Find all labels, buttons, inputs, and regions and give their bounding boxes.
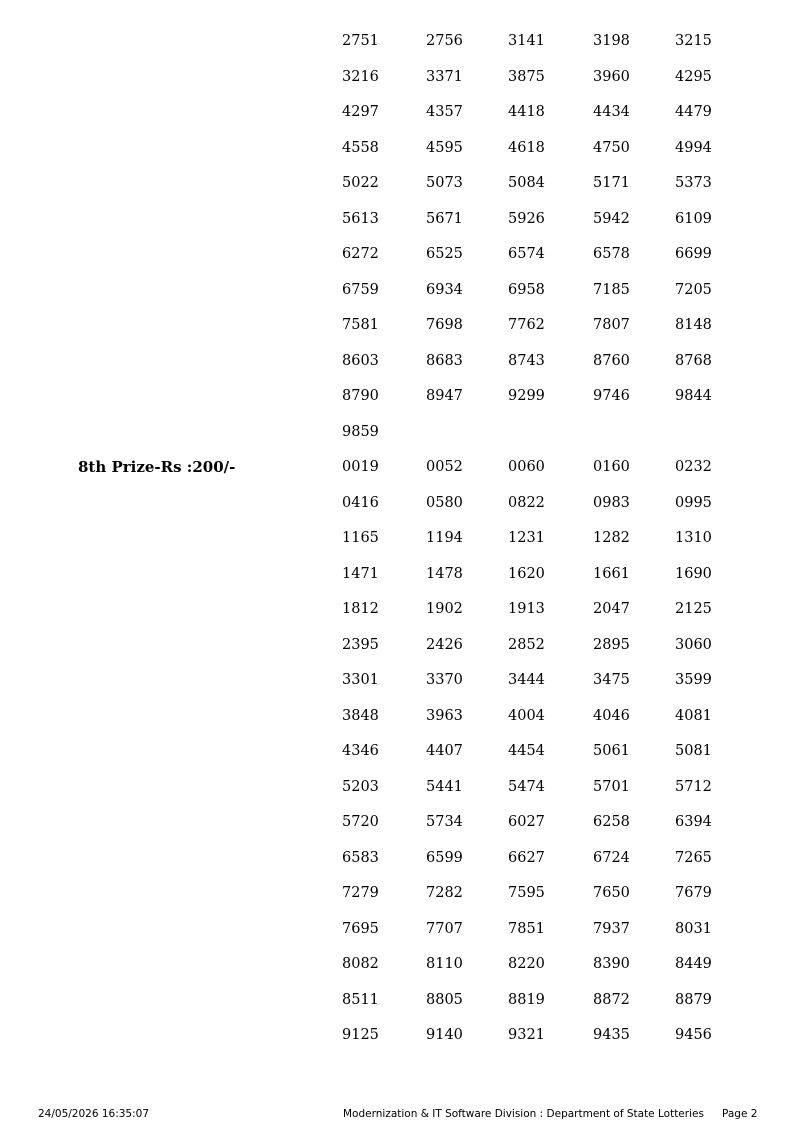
winning-number: 1471 [342, 565, 379, 582]
winning-number: 3370 [426, 672, 463, 688]
winning-number: 8449 [675, 956, 712, 972]
number-row [342, 599, 762, 635]
winning-number: 3475 [593, 672, 630, 688]
winning-number: 3599 [675, 672, 712, 688]
winning-number: 8603 [342, 352, 379, 369]
winning-number: 8390 [593, 956, 630, 972]
winning-number: 3875 [508, 68, 545, 85]
winning-number: 4994 [675, 139, 712, 156]
winning-number: 0416 [342, 494, 379, 511]
winning-number: 1165 [342, 530, 379, 546]
number-row [342, 528, 762, 564]
number-row [342, 954, 762, 990]
winning-number: 3060 [675, 636, 712, 653]
winning-number: 8819 [508, 991, 545, 1008]
winning-number: 4297 [342, 104, 379, 120]
winning-number: 9299 [508, 388, 545, 404]
winning-number: 7185 [593, 281, 630, 298]
winning-number: 8947 [426, 388, 463, 404]
number-row [342, 1025, 762, 1061]
number-row [342, 564, 762, 600]
winning-number: 9321 [508, 1027, 545, 1043]
winning-number: 4407 [426, 743, 463, 759]
winning-number: 8511 [342, 991, 379, 1008]
winning-number: 8790 [342, 388, 379, 404]
number-row [342, 812, 762, 848]
winning-number: 6627 [508, 849, 545, 866]
winning-number: 0019 [342, 459, 379, 475]
number-row [342, 457, 762, 493]
winning-number: 8768 [675, 352, 712, 369]
number-row [342, 422, 762, 458]
number-row [342, 706, 762, 742]
winning-number: 1661 [593, 565, 630, 582]
winning-number: 5613 [342, 210, 379, 227]
winning-number: 2426 [426, 636, 463, 653]
winning-number: 4434 [593, 104, 630, 120]
winning-number: 0822 [508, 494, 545, 511]
winning-number: 2047 [593, 601, 630, 617]
winning-number: 3960 [593, 68, 630, 85]
number-row [342, 351, 762, 387]
winning-number: 3371 [426, 68, 463, 85]
number-row [342, 138, 762, 174]
winning-number: 7707 [426, 920, 463, 937]
winning-number: 2125 [675, 601, 712, 617]
footer-credit: Modernization & IT Software Division : Department of State Lotteries [343, 1108, 704, 1120]
winning-number: 2852 [508, 636, 545, 653]
winning-numbers-grid [342, 457, 762, 1061]
winning-numbers-grid [342, 31, 762, 457]
winning-number: 4004 [508, 707, 545, 724]
winning-number: 1478 [426, 565, 463, 582]
number-row [342, 990, 762, 1026]
winning-number: 9140 [426, 1027, 463, 1043]
winning-number: 7650 [593, 885, 630, 901]
prize-label-8th: 8th Prize-Rs :200/- [78, 458, 236, 476]
winning-number: 6394 [675, 814, 712, 830]
number-row [342, 67, 762, 103]
winning-number: 5373 [675, 175, 712, 191]
winning-number: 7205 [675, 281, 712, 298]
winning-number: 6109 [675, 210, 712, 227]
number-row [342, 883, 762, 919]
winning-number: 6699 [675, 246, 712, 262]
winning-number: 6574 [508, 246, 545, 262]
winning-number: 8872 [593, 991, 630, 1008]
winning-number: 4479 [675, 104, 712, 120]
winning-number: 1231 [508, 530, 545, 546]
winning-number: 1812 [342, 601, 379, 617]
number-row [342, 777, 762, 813]
winning-number: 0232 [675, 459, 712, 475]
number-row [342, 102, 762, 138]
winning-number: 4346 [342, 743, 379, 759]
winning-number: 4750 [593, 139, 630, 156]
winning-number: 8683 [426, 352, 463, 369]
winning-number: 0060 [508, 459, 545, 475]
winning-number: 5441 [426, 778, 463, 795]
winning-number: 5671 [426, 210, 463, 227]
winning-number: 9125 [342, 1027, 379, 1043]
number-row [342, 919, 762, 955]
winning-number: 9859 [342, 423, 379, 440]
winning-number: 5022 [342, 175, 379, 191]
winning-number: 1913 [508, 601, 545, 617]
winning-number: 8031 [675, 920, 712, 937]
winning-number: 2395 [342, 636, 379, 653]
winning-number: 8082 [342, 956, 379, 972]
winning-number: 5171 [593, 175, 630, 191]
winning-number: 5720 [342, 814, 379, 830]
winning-number: 6599 [426, 849, 463, 866]
number-row [342, 386, 762, 422]
winning-number: 5081 [675, 743, 712, 759]
footer-timestamp: 24/05/2026 16:35:07 [38, 1108, 150, 1120]
winning-number: 1282 [593, 530, 630, 546]
winning-number: 9456 [675, 1027, 712, 1043]
winning-number: 5701 [593, 778, 630, 795]
winning-number: 7595 [508, 885, 545, 901]
winning-number: 4418 [508, 104, 545, 120]
winning-number: 3215 [675, 33, 712, 49]
number-row [342, 493, 762, 529]
winning-number: 9746 [593, 388, 630, 404]
winning-number: 7762 [508, 317, 545, 333]
winning-number: 5084 [508, 175, 545, 191]
number-row [342, 280, 762, 316]
winning-number: 4081 [675, 707, 712, 724]
winning-number: 4454 [508, 743, 545, 759]
winning-number: 9435 [593, 1027, 630, 1043]
winning-number: 8110 [426, 956, 463, 972]
winning-number: 5073 [426, 175, 463, 191]
winning-number: 8743 [508, 352, 545, 369]
winning-number: 3301 [342, 672, 379, 688]
winning-number: 4046 [593, 707, 630, 724]
number-row [342, 741, 762, 777]
winning-number: 6578 [593, 246, 630, 262]
winning-number: 7937 [593, 920, 630, 937]
winning-number: 9844 [675, 388, 712, 404]
winning-number: 6525 [426, 246, 463, 262]
winning-number: 5734 [426, 814, 463, 830]
winning-number: 4618 [508, 139, 545, 156]
number-row [342, 209, 762, 245]
number-row [342, 173, 762, 209]
winning-number: 0983 [593, 494, 630, 511]
winning-number: 6272 [342, 246, 379, 262]
winning-number: 3141 [508, 33, 545, 49]
winning-number: 5926 [508, 210, 545, 227]
footer-page-number: Page 2 [722, 1108, 758, 1120]
number-row [342, 244, 762, 280]
winning-number: 7698 [426, 317, 463, 333]
number-row [342, 635, 762, 671]
winning-number: 7279 [342, 885, 379, 901]
page-footer [0, 1106, 800, 1122]
winning-number: 0995 [675, 494, 712, 511]
number-row [342, 670, 762, 706]
winning-number: 5474 [508, 778, 545, 795]
winning-number: 4595 [426, 139, 463, 156]
winning-number: 1690 [675, 565, 712, 582]
number-row [342, 848, 762, 884]
number-row [342, 31, 762, 67]
winning-number: 6583 [342, 849, 379, 866]
winning-number: 3963 [426, 707, 463, 724]
winning-number: 2756 [426, 33, 463, 49]
winning-number: 7265 [675, 849, 712, 866]
winning-number: 8879 [675, 991, 712, 1008]
winning-number: 3848 [342, 707, 379, 724]
winning-number: 3216 [342, 68, 379, 85]
winning-number: 6724 [593, 849, 630, 866]
winning-number: 4558 [342, 139, 379, 156]
winning-number: 7581 [342, 317, 379, 333]
winning-number: 8805 [426, 991, 463, 1008]
winning-number: 6934 [426, 281, 463, 298]
winning-number: 1194 [426, 530, 463, 546]
winning-number: 7695 [342, 920, 379, 937]
winning-number: 3444 [508, 672, 545, 688]
winning-number: 2751 [342, 33, 379, 49]
winning-number: 7851 [508, 920, 545, 937]
winning-number: 5942 [593, 210, 630, 227]
winning-number: 7282 [426, 885, 463, 901]
winning-number: 5203 [342, 778, 379, 795]
winning-number: 6258 [593, 814, 630, 830]
winning-number: 0052 [426, 459, 463, 475]
winning-number: 4295 [675, 68, 712, 85]
winning-number: 6027 [508, 814, 545, 830]
winning-number: 8148 [675, 317, 712, 333]
winning-number: 8760 [593, 352, 630, 369]
winning-number: 7807 [593, 317, 630, 333]
winning-number: 6759 [342, 281, 379, 298]
winning-number: 1310 [675, 530, 712, 546]
winning-number: 4357 [426, 104, 463, 120]
winning-number: 0580 [426, 494, 463, 511]
winning-number: 8220 [508, 956, 545, 972]
winning-number: 1620 [508, 565, 545, 582]
winning-number: 0160 [593, 459, 630, 475]
winning-number: 5061 [593, 743, 630, 759]
winning-number: 7679 [675, 885, 712, 901]
number-row [342, 315, 762, 351]
winning-number: 5712 [675, 778, 712, 795]
winning-number: 2895 [593, 636, 630, 653]
winning-number: 6958 [508, 281, 545, 298]
winning-number: 1902 [426, 601, 463, 617]
winning-number: 3198 [593, 33, 630, 49]
